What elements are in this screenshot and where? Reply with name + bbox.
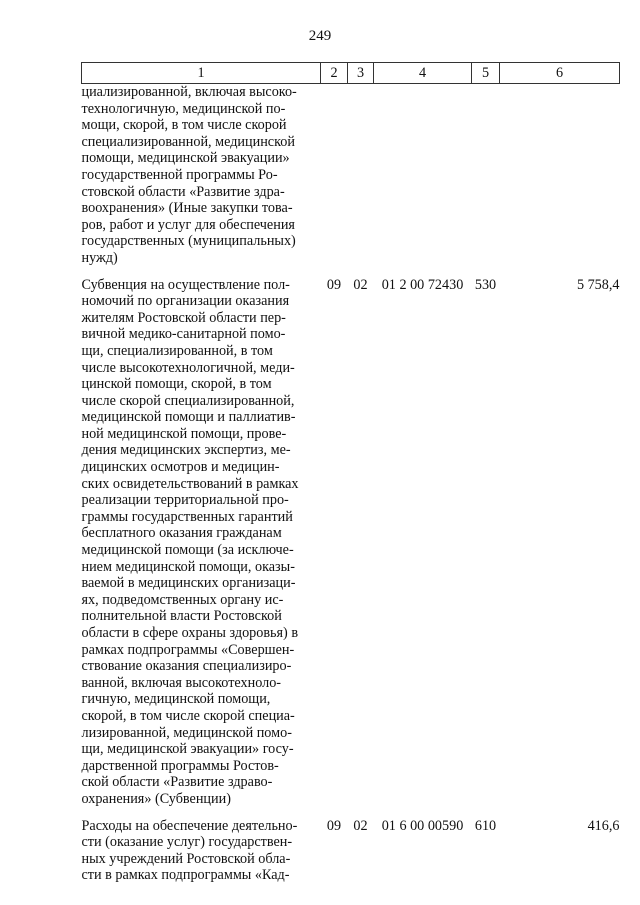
description-line: лизированной, медицинской помо- xyxy=(81,724,292,741)
row-expense-type: 610 xyxy=(474,817,497,834)
description-line: граммы государственных гарантий xyxy=(81,508,293,525)
description-line: ях, подведомственных органу ис- xyxy=(81,591,284,608)
description-line: нием медицинской помощи, оказы- xyxy=(81,558,295,575)
row-gap xyxy=(82,267,620,277)
description-line: ванной, включая высокотехноло- xyxy=(81,674,282,691)
description-line: технологичную, медицинской по- xyxy=(81,100,286,117)
description-line: щи, специализированной, в том xyxy=(81,342,273,359)
description-line: щи, медицинской эвакуации» госу- xyxy=(81,741,294,758)
description-line: мощи, скорой, в том числе скорой xyxy=(81,117,287,134)
description-line: дарственной программы Ростов- xyxy=(81,757,279,774)
row-description xyxy=(82,277,321,808)
description-line: дения медицинских экспертиз, ме- xyxy=(81,442,291,459)
row-description xyxy=(82,818,321,884)
description-line: стовской области «Развитие здра- xyxy=(81,183,285,200)
header-col-4: 4 xyxy=(374,63,472,84)
description-line: медицинской помощи и паллиатив- xyxy=(81,409,296,426)
table-row xyxy=(82,84,620,267)
description-line: специализированной, медицинской xyxy=(81,133,295,150)
description-line: реализации территориальной про- xyxy=(81,492,289,509)
description-line: номочий по организации оказания xyxy=(81,293,290,310)
row-section: 09 xyxy=(326,817,342,834)
header-row xyxy=(82,63,620,84)
header-col-2: 2 xyxy=(321,63,348,84)
description-line: дицинских осмотров и медицин- xyxy=(81,459,280,476)
description-line: сти в рамках подпрограммы «Кад- xyxy=(81,867,290,884)
row-description xyxy=(82,84,321,267)
description-line: жителям Ростовской области пер- xyxy=(81,309,286,326)
page-number: 249 xyxy=(308,28,332,44)
row-amount xyxy=(500,84,620,267)
description-line: области в сфере охраны здоровья) в xyxy=(81,625,299,641)
row-gap xyxy=(82,808,620,818)
description-line: цинской помощи, скорой, в том xyxy=(81,376,272,393)
description-line: вичной медико-санитарной помо- xyxy=(81,326,286,343)
description-line: бесплатного оказания гражданам xyxy=(81,525,282,542)
description-line: сти (оказание услуг) государствен- xyxy=(81,834,293,851)
description-line: ров, работ и услуг для обеспечения xyxy=(81,216,295,233)
row-amount: 5 758,4 xyxy=(576,276,620,293)
description-line: ных учреждений Ростовской обла- xyxy=(81,850,291,867)
budget-table xyxy=(81,62,620,884)
row-section: 09 xyxy=(326,276,342,293)
header-col-6: 6 xyxy=(500,63,620,84)
row-subsection: 02 xyxy=(353,276,368,293)
description-line: помощи, медицинской эвакуации» xyxy=(81,150,290,167)
description-line: полнительной власти Ростовской xyxy=(81,608,282,625)
row-target-code xyxy=(374,84,472,267)
row-target-code: 01 6 00 00590 xyxy=(381,817,464,834)
description-line: медицинской помощи (за исключе- xyxy=(81,542,294,559)
row-section xyxy=(321,84,348,267)
description-line: гичную, медицинской помощи, xyxy=(81,691,271,708)
description-line: Субвенция на осуществление пол- xyxy=(81,276,290,293)
description-line: нужд) xyxy=(81,249,118,266)
description-line: воохранения» (Иные закупки това- xyxy=(81,200,293,217)
description-line: государственной программы Ро- xyxy=(81,166,278,183)
row-expense-type xyxy=(472,84,500,267)
table-row xyxy=(82,277,620,808)
description-line: ной медицинской помощи, прове- xyxy=(81,425,287,442)
description-line: скорой, в том числе скорой специа- xyxy=(81,707,295,724)
description-line: охранения» (Субвенции) xyxy=(81,790,231,807)
description-line: Расходы на обеспечение деятельно- xyxy=(81,817,298,834)
description-line: числе скорой специализированной, xyxy=(81,392,295,409)
table-row xyxy=(82,818,620,884)
description-line: циализированной, включая высоко- xyxy=(81,84,297,100)
description-line: ваемой в медицинских организаци- xyxy=(81,575,296,592)
description-line: ской области «Развитие здраво- xyxy=(81,774,273,791)
header-col-3: 3 xyxy=(348,63,374,84)
description-line: ских освидетельствований в рамках xyxy=(81,475,299,492)
row-subsection xyxy=(348,84,374,267)
row-target-code: 01 2 00 72430 xyxy=(381,276,464,293)
header-col-5: 5 xyxy=(472,63,500,84)
row-amount: 416,6 xyxy=(587,817,620,834)
description-line: ствование оказания специализиро- xyxy=(81,658,292,675)
row-expense-type: 530 xyxy=(474,276,497,293)
description-line: рамках подпрограммы «Совершен- xyxy=(81,641,295,658)
description-line: числе высокотехнологичной, меди- xyxy=(81,359,295,376)
row-subsection: 02 xyxy=(353,817,368,834)
header-col-1: 1 xyxy=(82,63,321,84)
description-line: государственных (муниципальных) xyxy=(81,233,296,250)
